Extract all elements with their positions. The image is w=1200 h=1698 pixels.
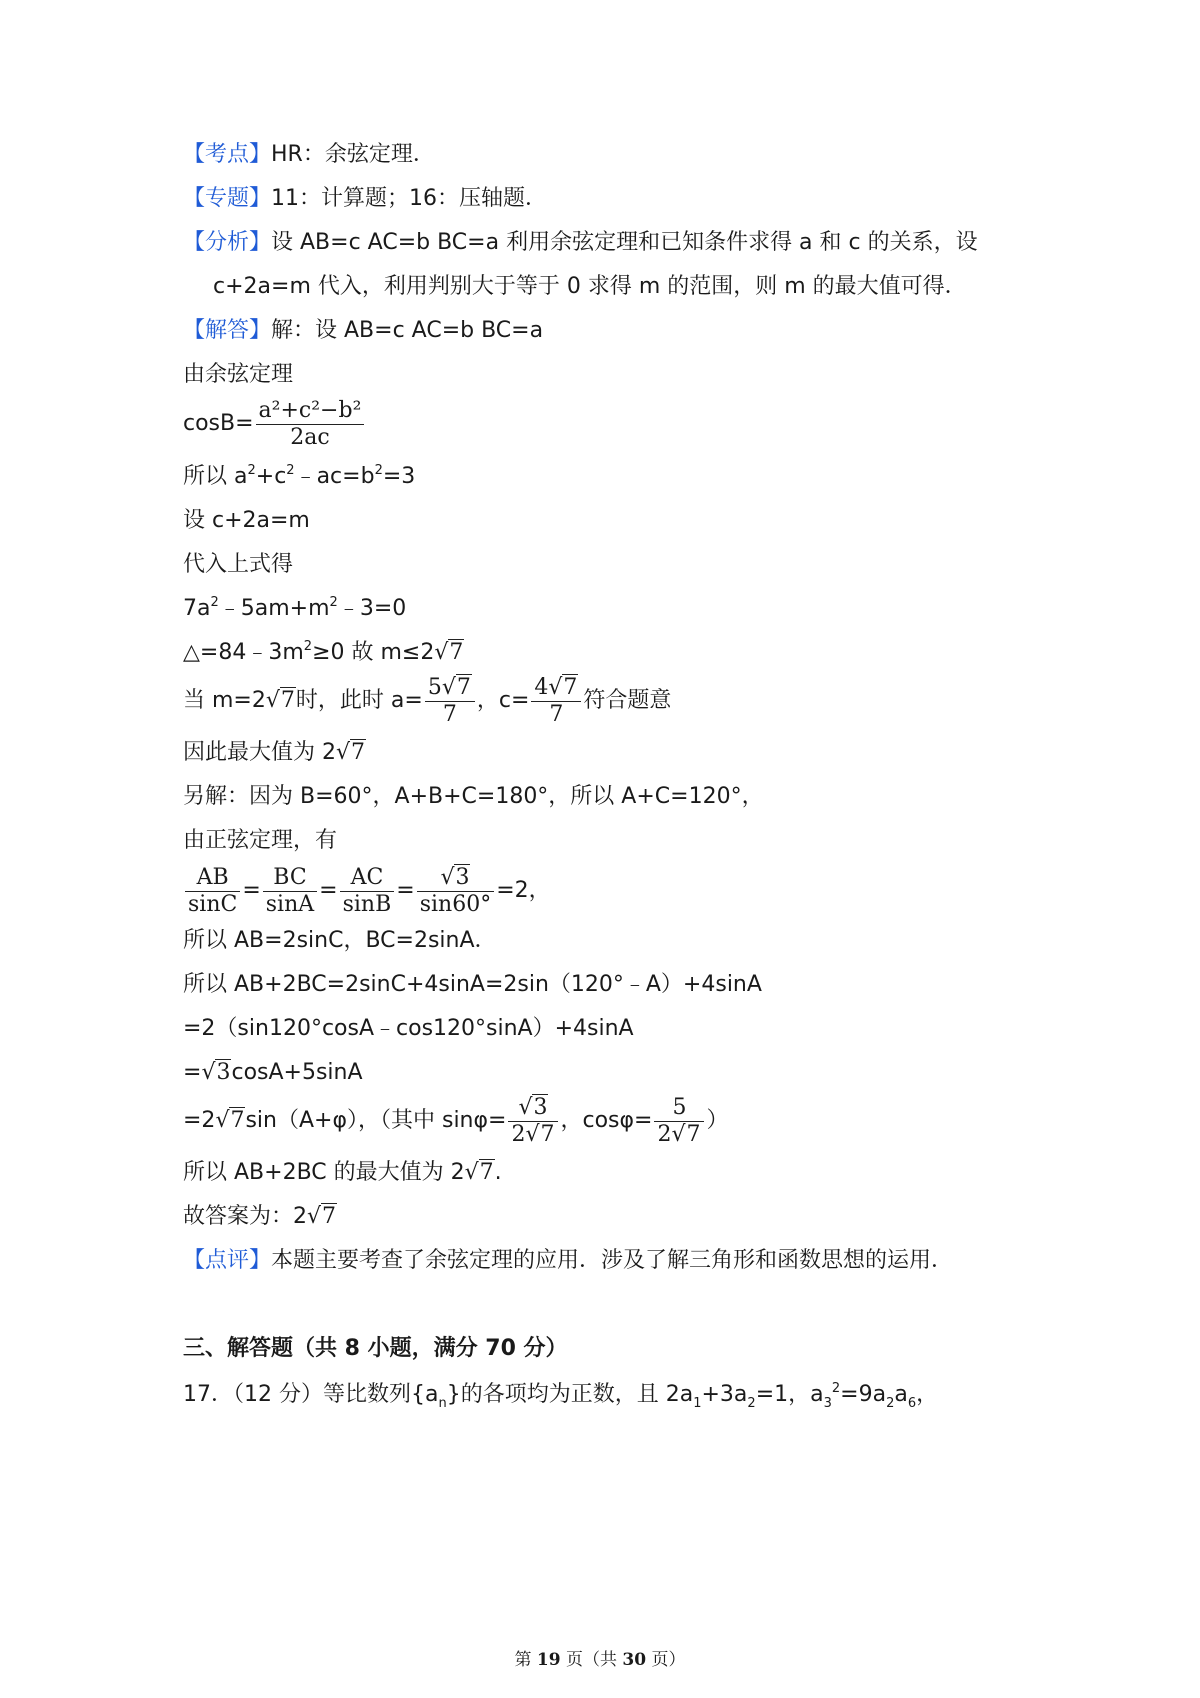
sqrt: √7 — [265, 688, 295, 713]
fenxi-line — [183, 228, 1140, 258]
when-p4: 符合题意 — [583, 688, 672, 713]
fenxi-text1: 设 AB=c AC=b BC=a 利用余弦定理和已知条件求得 a 和 c 的关系，设 — [271, 230, 978, 255]
when-p2: 时，此时 a= — [295, 688, 423, 713]
sqrt: √7 — [215, 1108, 245, 1133]
quadratic-line — [183, 594, 1140, 627]
radicand: 7 — [230, 1108, 245, 1133]
r7-line — [183, 1092, 1140, 1150]
sum-line: 所以 AB+2BC=2sinC+4sinA=2sin（120°﹣A）+4sinA — [183, 972, 762, 997]
max-ab-line — [183, 1158, 1140, 1188]
sup: 2 — [286, 463, 295, 478]
equals: = — [319, 878, 338, 903]
cosB-prefix: cosB= — [183, 411, 254, 436]
page-footer — [0, 1645, 1200, 1670]
when-line — [183, 672, 1140, 730]
sub: 3 — [823, 1396, 832, 1411]
numerator: AC — [340, 865, 395, 892]
q17-p6: a — [894, 1382, 908, 1407]
sub: 6 — [907, 1396, 917, 1411]
denominator: sinA — [265, 891, 315, 917]
q17-p1: 17．（12 分）等比数列{a — [183, 1382, 439, 1407]
ratio-tail: =2， — [496, 878, 551, 903]
denominator — [654, 1122, 704, 1148]
denominator: sin60° — [419, 891, 492, 917]
c-fraction — [531, 675, 581, 728]
r7-p3: ，cosφ= — [560, 1108, 653, 1133]
sqrt: √3 — [440, 864, 470, 890]
zhuanti-tag: 【专题】 — [183, 186, 272, 211]
numerator: 5 — [654, 1095, 704, 1122]
section-three-heading: 三、解答题（共 8 小题，满分 70 分） — [183, 1336, 568, 1361]
equals: = — [396, 878, 415, 903]
a-numerator — [425, 675, 475, 702]
q17-p4: =1，a — [755, 1382, 824, 1407]
ratio-frac-4 — [417, 865, 495, 918]
expand-line: =2（sin120°cosA﹣cos120°sinA）+4sinA — [183, 1016, 634, 1041]
ratio-frac-1 — [185, 865, 240, 918]
dianping-line — [183, 1246, 1140, 1276]
sqrt: √7 — [336, 740, 366, 765]
radicand: 7 — [540, 1121, 555, 1147]
suoyi1-post: ﹣ac=b — [294, 464, 375, 489]
r7-p4: ） — [706, 1108, 729, 1133]
cosine-theorem-line: 由余弦定理 — [183, 362, 294, 387]
numerator — [508, 1095, 558, 1122]
delta-p2: ≥0 故 m≤2 — [312, 640, 435, 665]
radicand: 3 — [455, 864, 470, 890]
radicand: 7 — [563, 674, 578, 700]
a-fraction — [425, 675, 475, 728]
fenxi-line2 — [213, 272, 1140, 302]
r3-p1: = — [183, 1060, 202, 1085]
when-p1: 当 m=2 — [183, 688, 266, 713]
coef: 5 — [427, 674, 442, 700]
numerator: AB — [185, 865, 240, 892]
radicand: 7 — [456, 674, 471, 700]
radicand: 7 — [322, 1204, 337, 1229]
sub: 2 — [747, 1396, 756, 1411]
alt-line: 另解：因为 B=60°，A+B+C=180°，所以 A+C=120°， — [183, 784, 764, 809]
jieda-tag: 【解答】 — [183, 318, 272, 343]
answer-p1: 故答案为：2 — [183, 1204, 307, 1229]
coef: 2 — [511, 1121, 526, 1147]
radicand: 7 — [449, 640, 464, 665]
sqrt: √3 — [201, 1060, 231, 1085]
fenxi-tag: 【分析】 — [183, 230, 272, 255]
radicand: 7 — [351, 740, 366, 765]
set-line: 设 c+2a=m — [183, 508, 310, 533]
quad-p1: 7a — [183, 596, 211, 621]
zhuanti-text: 11：计算题；16：压轴题． — [271, 186, 548, 211]
numerator — [417, 865, 495, 892]
sqrt: √3 — [518, 1094, 548, 1120]
sup: 2 — [247, 463, 256, 478]
kaodian-text: HR：余弦定理． — [271, 142, 435, 167]
suoyi1-end: =3 — [382, 464, 416, 489]
radicand: 7 — [479, 1160, 494, 1185]
sqrt: √7 — [464, 1160, 494, 1185]
sinphi-fraction — [508, 1095, 558, 1148]
footer-p2: 页（共 — [560, 1650, 623, 1670]
denominator — [508, 1122, 558, 1148]
ratio-line — [183, 862, 1140, 920]
zhuanti-line — [183, 184, 1140, 214]
footer-p1: 第 — [514, 1650, 537, 1670]
coef: 4 — [534, 674, 549, 700]
delta-p1: △=84﹣3m — [183, 640, 304, 665]
jieda-line — [183, 316, 1140, 346]
coef: 2 — [657, 1121, 672, 1147]
footer-p3: 页） — [646, 1650, 686, 1670]
r3-p2: cosA+5sinA — [231, 1060, 363, 1085]
page-total: 30 — [622, 1650, 647, 1670]
question-17 — [183, 1380, 1140, 1413]
sqrt: √7 — [671, 1121, 701, 1147]
kaodian-line — [183, 140, 1140, 170]
max-p1: 因此最大值为 2 — [183, 740, 336, 765]
sup: 2 — [374, 463, 383, 478]
c-numerator — [531, 675, 581, 702]
q17-p2: }的各项均为正数，且 2a — [446, 1382, 694, 1407]
substitute-line: 代入上式得 — [183, 552, 294, 577]
sqrt: √7 — [307, 1204, 337, 1229]
sqrt: √7 — [434, 640, 464, 665]
radicand: 3 — [533, 1094, 548, 1120]
a-denominator: 7 — [442, 701, 457, 727]
sup: 2 — [303, 639, 313, 654]
cosB-numerator: a²+c²−b² — [256, 398, 365, 425]
dianping-text: 本题主要考查了余弦定理的应用．涉及了解三角形和函数思想的运用． — [271, 1248, 954, 1273]
cosB-denominator: 2ac — [290, 424, 330, 450]
suoyi1-mid: +c — [255, 464, 287, 489]
quad-p2: ﹣5am+m — [218, 596, 330, 621]
sub: 1 — [693, 1396, 702, 1411]
suoyi1-pre: 所以 a — [183, 464, 248, 489]
q17-p3: +3a — [701, 1382, 748, 1407]
q17-p7: ， — [916, 1382, 939, 1407]
sqrt: √7 — [441, 674, 471, 700]
radicand: 7 — [280, 688, 295, 713]
jieda-text: 解：设 AB=c AC=b BC=a — [271, 318, 544, 343]
sup: 2 — [210, 595, 219, 610]
sub: 2 — [886, 1396, 895, 1411]
maxab-p1: 所以 AB+2BC 的最大值为 2 — [183, 1160, 465, 1185]
dianping-tag: 【点评】 — [183, 1248, 272, 1273]
fenxi-text2: c+2a=m 代入，利用判别大于等于 0 求得 m 的范围，则 m 的最大值可得． — [213, 274, 967, 299]
cosphi-fraction — [654, 1095, 704, 1148]
answer-line — [183, 1202, 1140, 1232]
page-number: 19 — [536, 1650, 561, 1670]
q17-p5: =9a — [840, 1382, 887, 1407]
kaodian-tag: 【考点】 — [183, 142, 272, 167]
ratio-frac-2 — [263, 865, 317, 918]
r7-p2: sin（A+φ），（其中 sinφ= — [245, 1108, 507, 1133]
ratio-frac-3 — [340, 865, 395, 918]
max-line — [183, 738, 1140, 768]
sup: 2 — [831, 1381, 841, 1396]
ab-line: 所以 AB=2sinC，BC=2sinA． — [183, 928, 497, 953]
c-denominator: 7 — [549, 701, 564, 727]
when-p3: ，c= — [476, 688, 530, 713]
sqrt: √7 — [525, 1121, 555, 1147]
suoyi1-line — [183, 462, 1140, 495]
maxab-p2: . — [494, 1160, 502, 1185]
sine-theorem-line: 由正弦定理，有 — [183, 828, 338, 853]
sub: n — [438, 1396, 447, 1411]
radicand: 3 — [216, 1060, 231, 1085]
sup: 2 — [329, 595, 338, 610]
r7-p1: =2 — [183, 1108, 216, 1133]
radicand: 7 — [686, 1121, 701, 1147]
cosB-fraction — [256, 398, 365, 451]
r3-line — [183, 1058, 1140, 1088]
equals: = — [242, 878, 261, 903]
denominator: sinB — [342, 891, 392, 917]
cosB-line — [183, 396, 1140, 452]
numerator: BC — [263, 865, 317, 892]
sqrt: √7 — [548, 674, 578, 700]
quad-p3: ﹣3=0 — [337, 596, 407, 621]
denominator: sinC — [188, 891, 238, 917]
delta-line — [183, 638, 1140, 671]
